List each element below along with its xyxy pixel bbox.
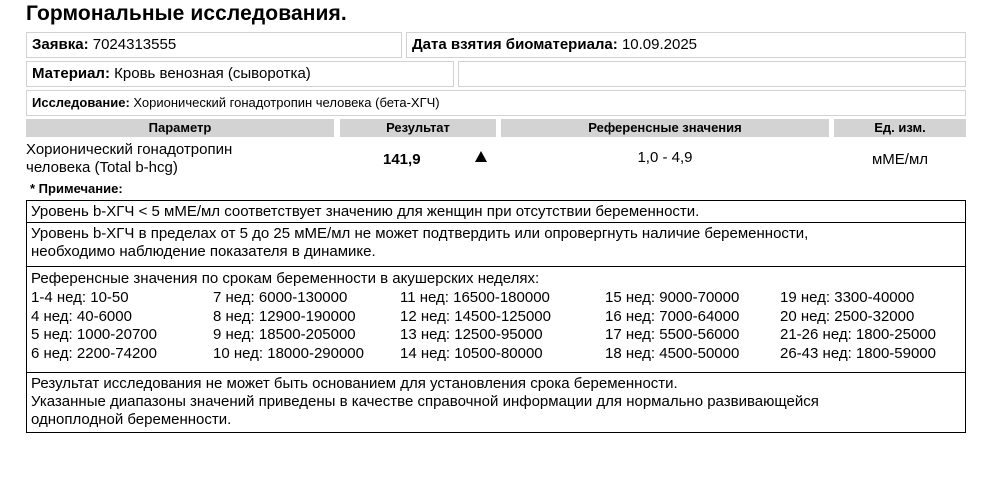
note-label: * Примечание: — [30, 181, 123, 196]
material-empty-cell — [458, 61, 966, 87]
note-2-line2: необходимо наблюдение показателя в динамике. — [31, 243, 376, 260]
material-cell — [26, 61, 454, 87]
weeks-title: Референсные значения по срокам беременности в акушерских неделях: — [31, 270, 540, 287]
request-value: 7024313555 — [92, 36, 177, 53]
sample-date-label: Дата взятия биоматериала: — [412, 36, 618, 53]
unit-value: мМЕ/мл — [871, 151, 929, 168]
ref-value: 1,0 - 4,9 — [637, 149, 693, 166]
week-range: 10 нед: 18000-290000 — [213, 344, 364, 362]
header-result: Результат — [340, 119, 496, 137]
weeks-column-3 — [400, 289, 551, 363]
week-range: 19 нед: 3300-40000 — [780, 289, 915, 306]
study-label: Исследование: — [32, 95, 130, 110]
note-box-2 — [26, 222, 966, 267]
week-range: 20 нед: 2500-32000 — [780, 307, 915, 325]
week-range: 8 нед: 12900-190000 — [213, 307, 356, 325]
week-range: 16 нед: 7000-64000 — [605, 307, 740, 325]
sample-date-cell — [406, 32, 966, 58]
week-range: 13 нед: 12500-95000 — [400, 326, 543, 343]
note-box-weeks — [26, 266, 966, 373]
week-range: 14 нед: 10500-80000 — [400, 344, 543, 362]
header-unit: Ед. изм. — [834, 119, 966, 137]
page-title: Гормональные исследования. — [26, 2, 347, 25]
note-1-text: Уровень b-ХГЧ < 5 мМЕ/мл соответствует значению для женщин при отсутствии беременности. — [31, 203, 700, 220]
note-4-line3: одноплодной беременности. — [31, 411, 232, 428]
result-value: 141,9 — [383, 151, 421, 168]
study-value: Хорионический гонадотропин человека (бета-ХГЧ) — [133, 95, 440, 110]
week-range: 26-43 нед: 1800-59000 — [780, 344, 936, 362]
week-range: 4 нед: 40-6000 — [31, 307, 132, 325]
param-name-line1: Хорионический гонадотропин — [26, 141, 233, 158]
week-range: 7 нед: 6000-130000 — [213, 289, 348, 306]
note-4-line1: Результат исследования не может быть основанием для установления срока беременности. — [31, 375, 678, 392]
week-range: 1-4 нед: 10-50 — [31, 289, 129, 306]
week-range: 11 нед: 16500-180000 — [400, 289, 550, 306]
param-name-line2: человека (Total b-hcg) — [26, 159, 178, 176]
header-param: Параметр — [26, 119, 334, 137]
request-cell — [26, 32, 402, 58]
week-range: 5 нед: 1000-20700 — [31, 326, 157, 343]
week-range: 9 нед: 18500-205000 — [213, 326, 356, 343]
weeks-column-1 — [31, 289, 157, 363]
note-2-line1: Уровень b-ХГЧ в пределах от 5 до 25 мМЕ/мл не может подтвердить или опровергнуть наличие беременности, — [31, 225, 809, 242]
weeks-column-2 — [213, 289, 364, 363]
material-label: Материал: — [32, 65, 110, 82]
weeks-column-4 — [605, 289, 739, 363]
week-range: 21-26 нед: 1800-25000 — [780, 326, 936, 343]
request-label: Заявка: — [32, 36, 89, 53]
week-range: 6 нед: 2200-74200 — [31, 344, 157, 362]
material-value: Кровь венозная (сыворотка) — [114, 65, 311, 82]
week-range: 15 нед: 9000-70000 — [605, 289, 740, 306]
week-range: 17 нед: 5500-56000 — [605, 326, 740, 343]
param-name — [26, 141, 334, 177]
header-ref: Референсные значения — [501, 119, 829, 137]
up-triangle-icon — [475, 151, 487, 162]
week-range: 18 нед: 4500-50000 — [605, 344, 740, 362]
study-cell — [26, 90, 966, 116]
week-range: 12 нед: 14500-125000 — [400, 307, 551, 325]
note-4-line2: Указанные диапазоны значений приведены в качестве справочной информации для нормально развивающейся — [31, 393, 819, 410]
note-box-4 — [26, 372, 966, 433]
weeks-column-5 — [780, 289, 936, 363]
sample-date-value: 10.09.2025 — [621, 36, 698, 53]
note-box-1 — [26, 200, 966, 223]
